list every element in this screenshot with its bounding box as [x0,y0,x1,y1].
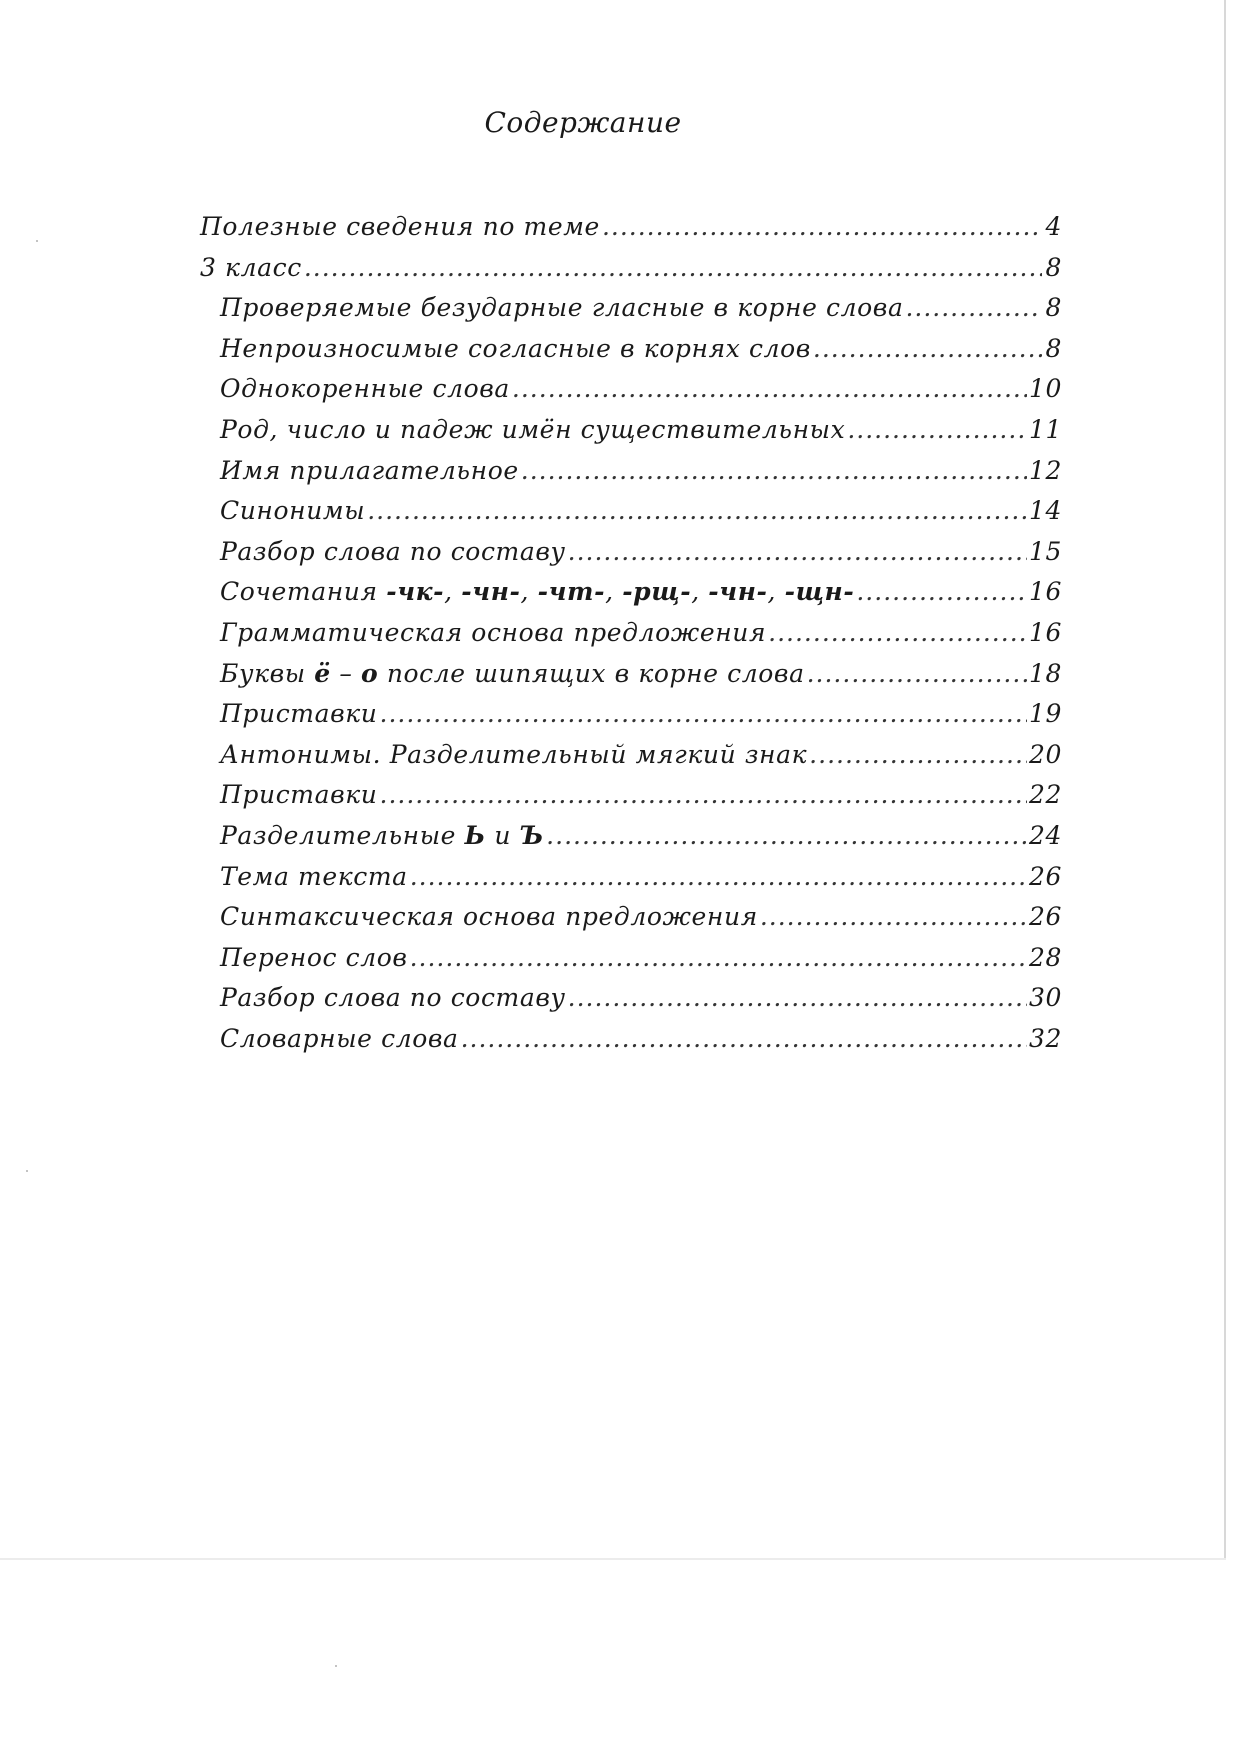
scan-speck [36,240,38,242]
toc-leader-dots [768,618,1027,647]
toc-entry-page-number: 8 [1045,333,1062,363]
toc-entry[interactable] [200,456,1062,497]
toc-entry-label: Перенос слов [220,942,408,972]
toc-entry-label: Словарные слова [220,1023,459,1053]
toc-entry-label: Полезные сведения по теме [200,212,600,241]
toc-entry-label: Однокоренные слова [220,374,510,404]
toc-entry-label: Род, число и падеж имён существительных [220,414,846,444]
toc-entry-label: Буквы ё – о после шипящих в корне слова [220,658,805,688]
toc-entry-page-number: 24 [1028,820,1062,850]
toc-leader-dots [380,780,1027,809]
toc-entry-page-number: 14 [1028,496,1062,526]
toc-entry[interactable] [200,253,1062,294]
toc-leader-dots [380,699,1027,728]
toc-entry-page-number: 28 [1028,942,1062,972]
toc-entry-page-number: 12 [1028,455,1062,485]
toc-leader-dots [568,983,1027,1012]
toc-entry-page-number: 4 [1045,212,1062,241]
toc-entry-page-number: 20 [1028,739,1062,769]
toc-entry-page-number: 22 [1028,780,1062,810]
toc-entry[interactable] [200,618,1062,659]
toc-entry-label: Грамматическая основа предложения [220,617,767,647]
toc-leader-dots [813,334,1042,363]
toc-entry[interactable] [200,659,1062,700]
toc-entry-page-number: 8 [1045,293,1062,323]
toc-entry-label: Имя прилагательное [220,455,519,485]
toc-leader-dots [410,943,1027,972]
toc-entry-page-number: 19 [1028,699,1062,729]
toc-entry-label: Антонимы. Разделительный мягкий знак [220,739,808,769]
toc-entry-label: 3 класс [200,252,302,282]
toc-entry-label: Синтаксическая основа предложения [220,902,758,932]
toc-entry-label: Приставки [220,780,378,810]
toc-leader-dots [760,902,1027,931]
toc-leader-dots [367,496,1027,525]
toc-entry-label: Разбор слова по составу [220,983,566,1013]
toc-entry[interactable] [200,212,1062,253]
page-title: Содержание [484,106,682,139]
toc-entry-page-number: 32 [1028,1023,1062,1053]
toc-entry[interactable] [200,740,1062,781]
toc-leader-dots [809,740,1027,769]
toc-entry[interactable] [200,983,1062,1024]
toc-entry[interactable] [200,1024,1062,1065]
toc-entry-page-number: 8 [1045,252,1062,282]
toc-entry-page-number: 16 [1028,577,1062,607]
toc-entry[interactable] [200,862,1062,903]
toc-entry-label: Приставки [220,699,378,729]
toc-entry[interactable] [200,943,1062,984]
toc-entry-page-number: 18 [1028,658,1062,688]
toc-entry-page-number: 15 [1028,536,1062,566]
toc-entry-page-number: 26 [1028,861,1062,891]
toc-leader-dots [905,293,1042,322]
toc-entry[interactable] [200,293,1062,334]
toc-entry[interactable] [200,577,1062,618]
scan-edge-right [1224,0,1226,1560]
toc-entry-page-number: 10 [1028,374,1062,404]
toc-leader-dots [807,659,1027,688]
toc-entry[interactable] [200,496,1062,537]
toc-leader-dots [568,537,1027,566]
toc-entry-label: Разделительные Ь и Ъ [220,820,545,850]
toc-leader-dots [602,212,1042,241]
toc-entry-label: Проверяемые безударные гласные в корне слова [220,293,904,323]
toc-entry[interactable] [200,334,1062,375]
scan-edge-bottom [0,1558,1226,1560]
toc-leader-dots [546,821,1027,850]
toc-entry-page-number: 26 [1028,902,1062,932]
toc-leader-dots [461,1024,1027,1053]
toc-entry-label: Тема текста [220,861,408,891]
toc-leader-dots [856,577,1027,606]
toc-entry[interactable] [200,780,1062,821]
scan-speck [335,1665,337,1667]
toc-entry-label: Разбор слова по составу [220,536,566,566]
table-of-contents [200,212,1062,1064]
toc-entry[interactable] [200,374,1062,415]
toc-entry[interactable] [200,902,1062,943]
toc-leader-dots [847,415,1027,444]
toc-entry-label: Непроизносимые согласные в корнях слов [220,333,811,363]
toc-entry-page-number: 11 [1028,414,1062,444]
toc-entry-label: Синонимы [220,496,366,526]
toc-leader-dots [410,862,1027,891]
toc-leader-dots [304,253,1042,282]
toc-entry-label: Сочетания -чк-, -чн-, -чт-, -рщ-, -чн-, -щн- [220,577,855,607]
scan-speck [26,1170,28,1172]
toc-entry[interactable] [200,415,1062,456]
toc-entry[interactable] [200,537,1062,578]
toc-leader-dots [521,456,1027,485]
toc-entry[interactable] [200,699,1062,740]
toc-leader-dots [512,374,1027,403]
toc-entry[interactable] [200,821,1062,862]
toc-entry-page-number: 30 [1028,983,1062,1013]
toc-entry-page-number: 16 [1028,617,1062,647]
